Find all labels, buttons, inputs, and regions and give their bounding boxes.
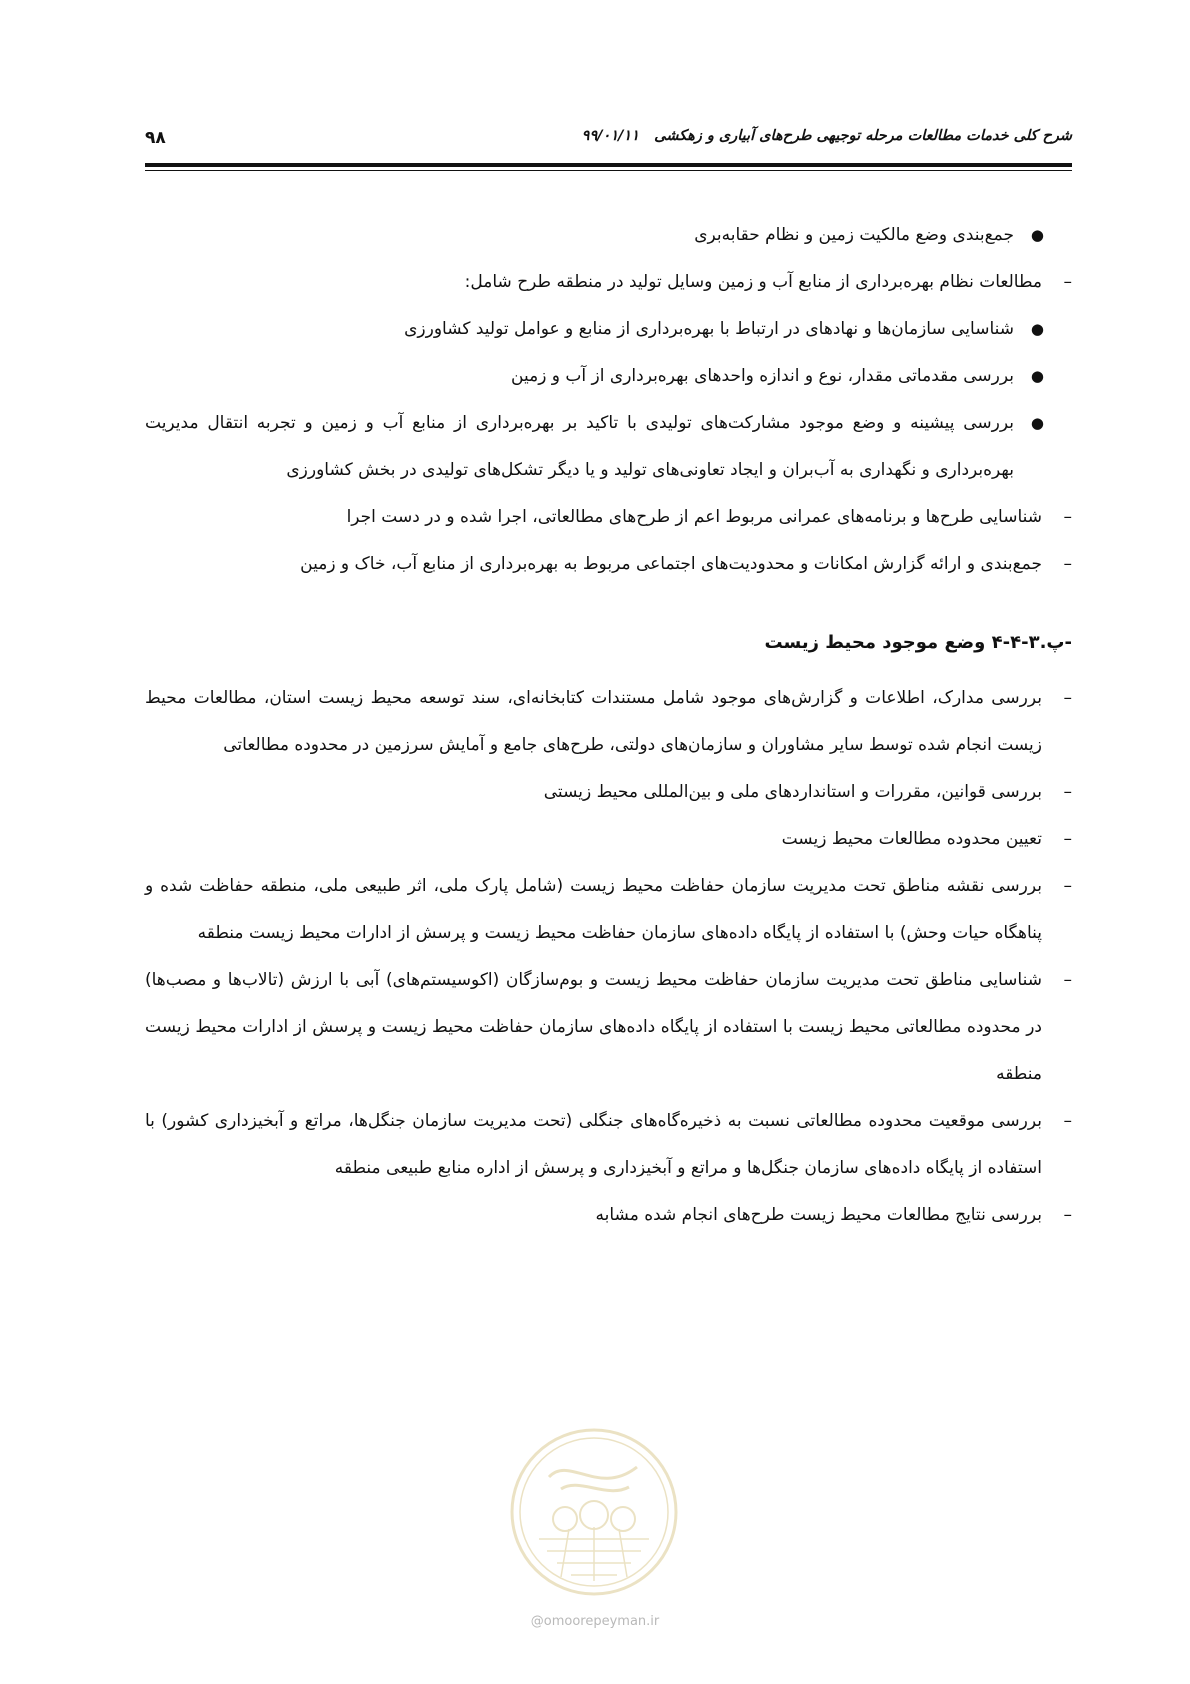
list-item (145, 353, 1072, 400)
list-item (145, 675, 1072, 769)
dash-icon: – (1063, 272, 1072, 292)
dash-icon: – (1063, 1205, 1072, 1225)
list-item-text: مطالعات نظام بهره‌برداری از منابع آب و زمین وسایل تولید در منطقه طرح شامل: (464, 272, 1042, 292)
dash-icon: – (1063, 876, 1072, 896)
list-item-text: بررسی نتایج مطالعات محیط زیست طرح‌های انجام شده مشابه (595, 1205, 1042, 1225)
list-item (145, 212, 1072, 259)
list-item-text: شناسایی مناطق تحت مدیریت سازمان حفاظت محیط زیست و بوم‌سازگان (اکوسیستم‌های) آبی با ارزش (تالاب‌ها و مصب‌ها) در محدوده مطالعاتی محیط زیست با استفاده از پایگاه داده‌های سازمان حفاظت محیط زیست و پرسش از ادارات محیط زیست منطقه (145, 970, 1042, 1084)
page-header (145, 128, 1072, 152)
list-item-text: بررسی موقعیت محدوده مطالعاتی نسبت به ذخیره‌گاه‌های جنگلی (تحت مدیریت سازمان جنگل‌ها، مراتع و آبخیزداری کشور) با استفاده از پایگاه داده‌های سازمان جنگل‌ها و مراتع و آبخیزداری و پرسش از اداره منابع طبیعی منطقه (145, 1111, 1042, 1178)
bullet-icon: ● (1030, 367, 1044, 385)
list-item (145, 259, 1072, 306)
list-item (145, 769, 1072, 816)
list-item (145, 863, 1072, 957)
header-document-title: شرح کلی خدمات مطالعات مرحله توجیهی طرح‌های آبیاری و زهکشی (654, 128, 1072, 144)
dash-icon: – (1063, 782, 1072, 802)
list-item-text: جمع‌بندی و ارائه گزارش امکانات و محدودیت‌های اجتماعی مربوط به بهره‌برداری از منابع آب، خاک و زمین (300, 554, 1042, 574)
list-item (145, 1098, 1072, 1192)
header-rule-thin (145, 170, 1072, 171)
list-item-text: بررسی نقشه مناطق تحت مدیریت سازمان حفاظت محیط زیست (شامل پارک ملی، اثر طبیعی ملی، منطقه حفاظت شده و پناهگاه حیات وحش) با استفاده از پایگاه داده‌های سازمان حفاظت محیط زیست و پرسش از ادارات محیط زیست منطقه (145, 876, 1042, 943)
header-title (582, 128, 1072, 144)
list-item-text: جمع‌بندی وضع مالکیت زمین و نظام حقابه‌بری (694, 225, 1014, 245)
page-number: ۹۸ (145, 128, 166, 148)
dash-icon: – (1063, 688, 1072, 708)
dash-icon: – (1063, 507, 1072, 527)
list-top (145, 212, 1072, 588)
list-item-text: بررسی قوانین، مقررات و استانداردهای ملی و بین‌المللی محیط زیستی (543, 782, 1042, 802)
list-item (145, 957, 1072, 1098)
list-item-text: تعیین محدوده مطالعات محیط زیست (781, 829, 1042, 849)
list-item (145, 1192, 1072, 1239)
section-heading (145, 628, 1072, 658)
list-item-text: بررسی پیشینه و وضع موجود مشارکت‌های تولیدی با تاکید بر بهره‌برداری از منابع آب و زمین و تجربه انتقال مدیریت بهره‌برداری و نگهداری به آب‌بران و ایجاد تعاونی‌های تولید و یا دیگر تشکل‌های تولیدی در بخش کشاورزی (145, 413, 1014, 480)
list-item-text: بررسی مقدماتی مقدار، نوع و اندازه واحدهای بهره‌برداری از آب و زمین (511, 366, 1014, 386)
watermark-logo (509, 1427, 679, 1597)
list-item-text: شناسایی سازمان‌ها و نهادهای در ارتباط با بهره‌برداری از منابع و عوامل تولید کشاورزی (404, 319, 1014, 339)
bullet-icon: ● (1030, 414, 1044, 432)
list-item (145, 306, 1072, 353)
dash-icon: – (1063, 554, 1072, 574)
header-rule-thick (145, 163, 1072, 167)
section-title: وضع موجود محیط زیست (764, 632, 986, 653)
list-section (145, 675, 1072, 1239)
dash-icon: – (1063, 1111, 1072, 1131)
document-body (145, 212, 1072, 1239)
list-item (145, 816, 1072, 863)
list-item (145, 494, 1072, 541)
list-item (145, 541, 1072, 588)
header-date: ۹۹/۰۱/۱۱ (581, 128, 639, 144)
dash-icon: – (1063, 970, 1072, 990)
dash-icon: – (1063, 829, 1072, 849)
list-item-text: بررسی مدارک، اطلاعات و گزارش‌های موجود شامل مستندات کتابخانه‌ای، سند توسعه محیط زیست استان، مطالعات محیط زیست انجام شده توسط سایر مشاوران و سازمان‌های دولتی، طرح‌های جامع و آمایش سرزمین در محدوده مطالعاتی (145, 688, 1042, 755)
bullet-icon: ● (1030, 226, 1044, 244)
bullet-icon: ● (1030, 320, 1044, 338)
list-item-text: شناسایی طرح‌ها و برنامه‌های عمرانی مربوط اعم از طرح‌های مطالعاتی، اجرا شده و در دست اجرا (346, 507, 1042, 527)
watermark-site: @omoorepeyman.ir (530, 1614, 660, 1629)
list-item (145, 400, 1072, 494)
section-number: پ.۳-۴-۴- (991, 632, 1072, 653)
